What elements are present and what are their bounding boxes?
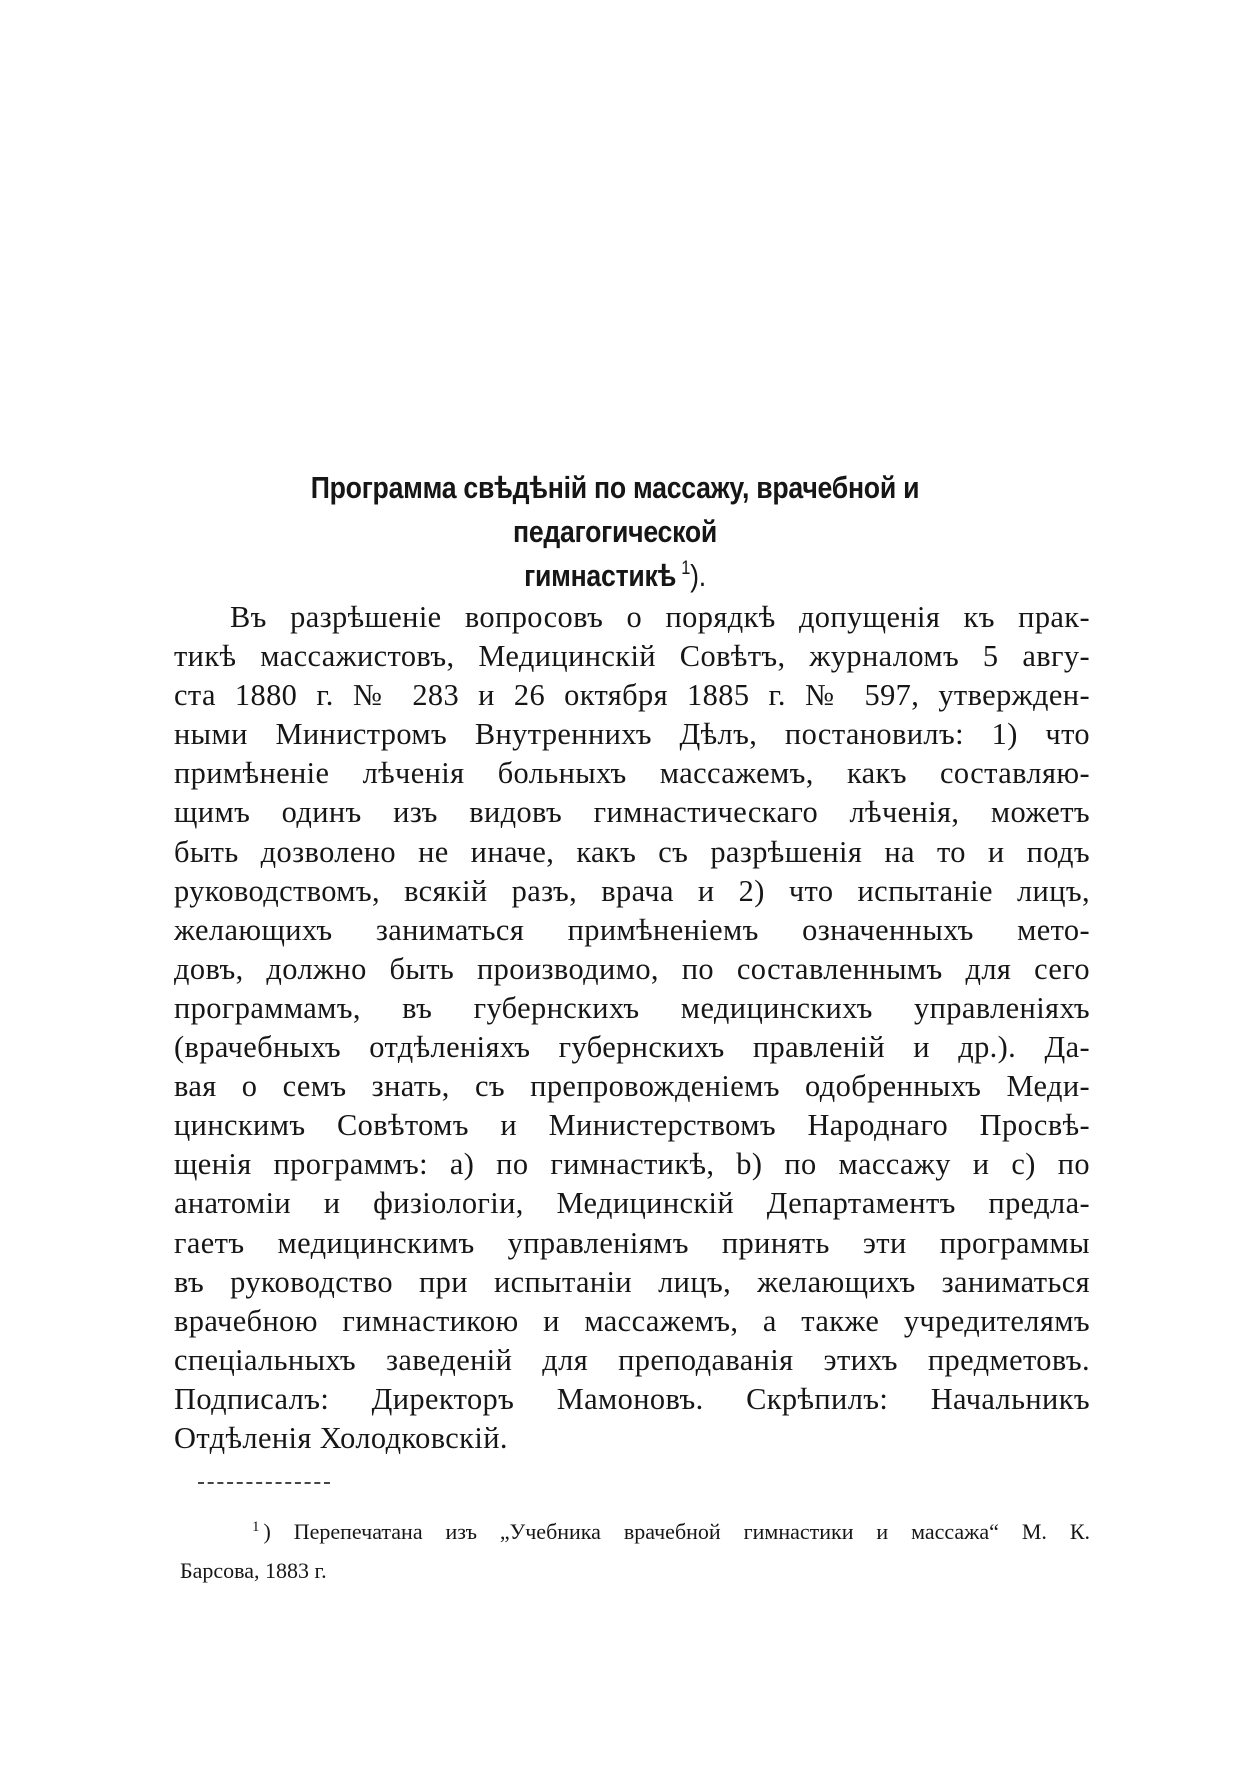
footnote-line-1 [180, 1512, 1090, 1551]
body-line: (врачебныхъ отдѣленіяхъ губернскихъ правленій и др.). Да- [174, 1030, 1090, 1065]
body-line: программамъ, въ губернскихъ медицинскихъ управленіяхъ [174, 990, 1090, 1025]
body-line: щимъ одинъ изъ видовъ гимнастическаго лѣченія, можетъ [174, 795, 1090, 830]
title-closing: ). [690, 558, 706, 593]
body-line: анатоміи и физіологіи, Медицинскій Департаментъ предла- [174, 1186, 1090, 1221]
body-line: тикѣ массажистовъ, Медицинскій Совѣтъ, журналомъ 5 авгу- [174, 639, 1090, 674]
body-line: Отдѣленія Холодковскій. [174, 1420, 508, 1455]
body-line: цинскимъ Совѣтомъ и Министерствомъ Народнаго Просвѣ- [174, 1108, 1090, 1143]
body-line: руководствомъ, всякій разъ, врача и 2) что испытаніе лицъ, [174, 873, 1090, 908]
body-line: вая о семъ знать, съ препровожденіемъ одобренныхъ Меди- [174, 1069, 1090, 1104]
body-line: ными Министромъ Внутреннихъ Дѣлъ, постановилъ: 1) что [174, 717, 1090, 752]
body-line: въ руководство при испытаніи лицъ, желающихъ заниматься [174, 1264, 1090, 1299]
body-line: быть дозволено не иначе, какъ съ разрѣшенія на то и подъ [174, 834, 1090, 869]
body-line: врачебною гимнастикою и массажемъ, а также учредителямъ [174, 1303, 1090, 1338]
footnote-line-2: Барсова, 1883 г. [180, 1558, 327, 1583]
body-line: спеціальныхъ заведеній для преподаванія этихъ предметовъ. [174, 1342, 1090, 1377]
body-line: Въ разрѣшеніе вопросовъ о порядкѣ допущенія къ прак- [230, 600, 1090, 634]
title-line-2 [207, 554, 1024, 598]
footnote-divider [198, 1482, 330, 1484]
body-line: желающихъ заниматься примѣненіемъ означенныхъ мето- [174, 912, 1090, 947]
title-footnote-marker[interactable]: 1 [681, 558, 691, 579]
body-line: довъ, должно быть производимо, по составленнымъ для сего [174, 951, 1090, 986]
body-line: Подписалъ: Директоръ Мамоновъ. Скрѣпилъ: Начальникъ [174, 1381, 1090, 1416]
footnote [180, 1512, 1090, 1590]
body-line: щенія программъ: a) по гимнастикѣ, b) по массажу и c) по [174, 1147, 1090, 1182]
title-word: гимнастикѣ [524, 558, 677, 593]
body-line: гаетъ медицинскимъ управленіямъ принять эти программы [174, 1225, 1090, 1260]
body-line: ста 1880 г. № 283 и 26 октября 1885 г. № 597, утвержден- [174, 678, 1090, 713]
title-line-1: Программа свѣдѣній по массажу, врачебной и педагогической [310, 470, 920, 549]
document-title [207, 466, 1024, 598]
body-paragraph [174, 598, 1090, 1458]
footnote-text-1: ) Перепечатана изъ „Учебника врачебной гимнастики и массажа“ М. К. [263, 1519, 1090, 1544]
footnote-marker: 1 [252, 1519, 260, 1535]
body-line: примѣненіе лѣченія больныхъ массажемъ, какъ составляю- [174, 756, 1090, 791]
